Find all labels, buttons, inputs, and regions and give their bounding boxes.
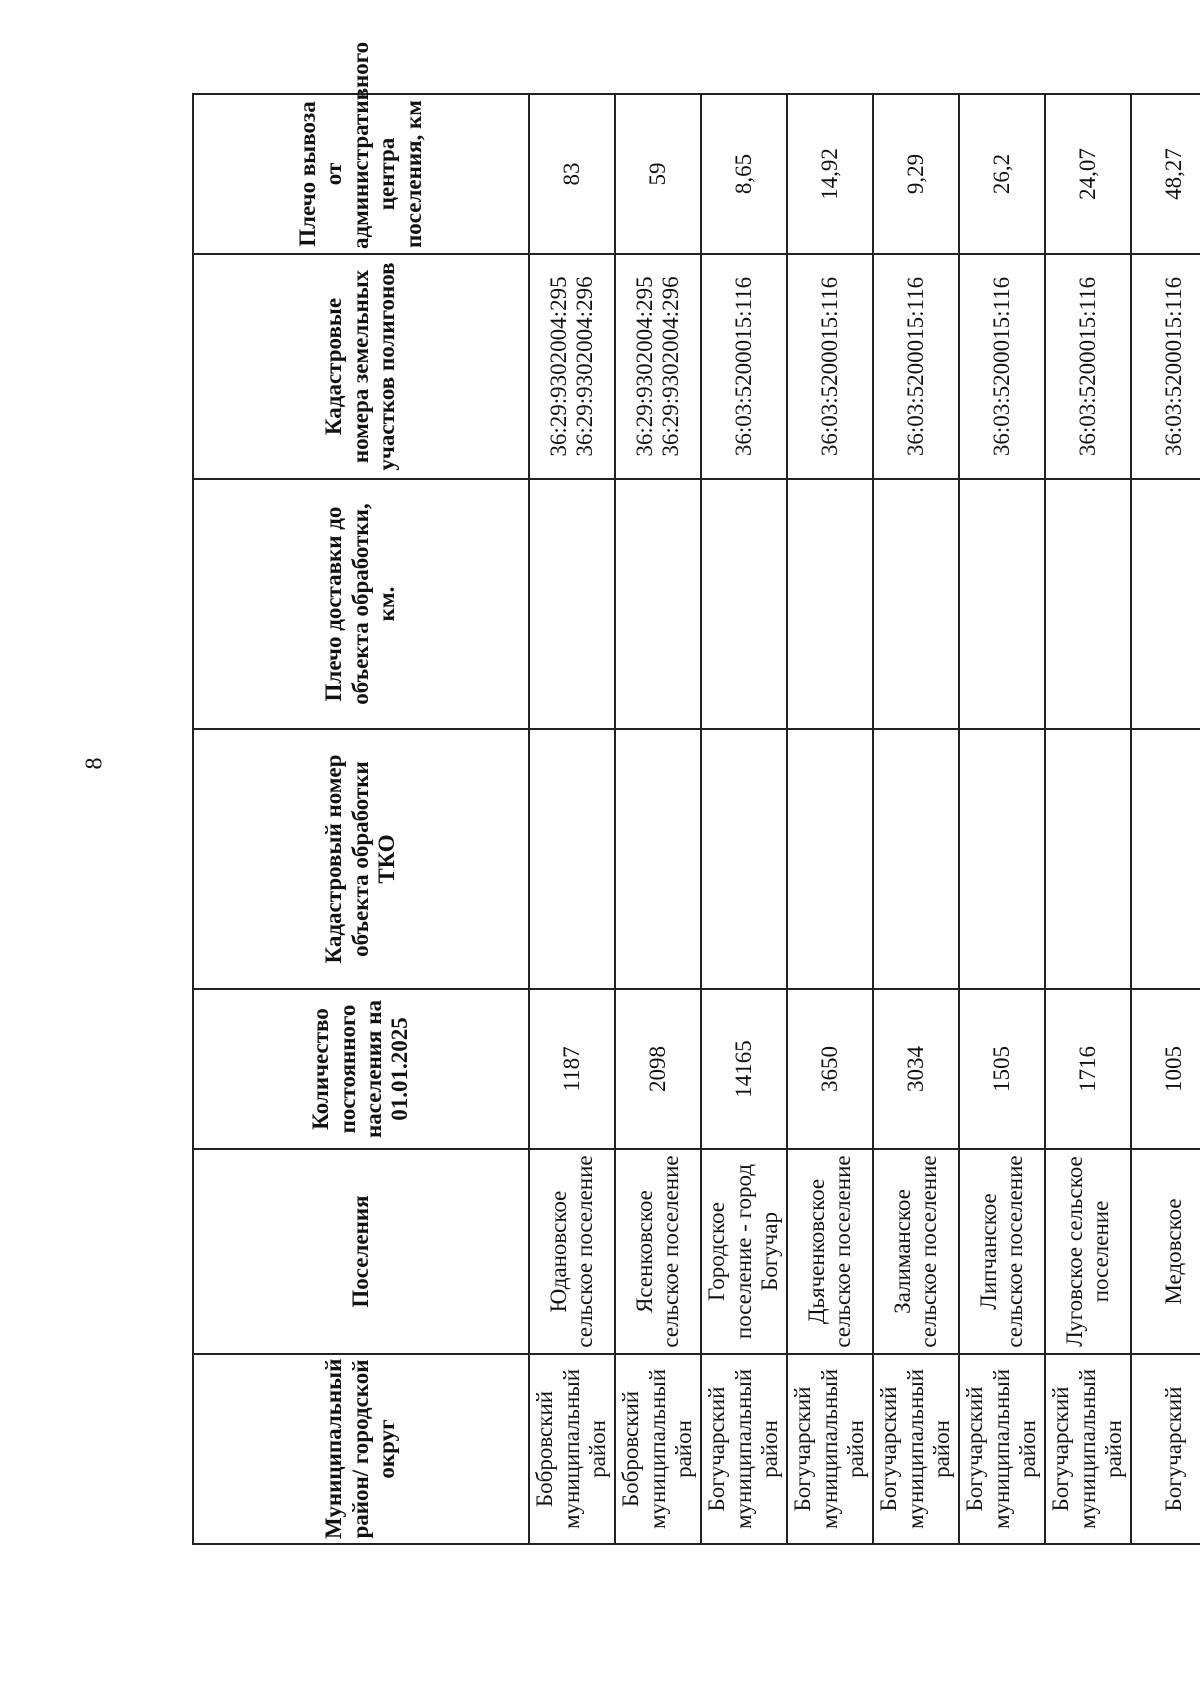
table-row bbox=[701, 94, 787, 1544]
table-row bbox=[787, 94, 873, 1544]
cell-district: Богучарский муниципальный район bbox=[873, 1354, 959, 1544]
header-cad-numbers: Кадастровые номера земельных участков полигонов bbox=[193, 254, 529, 479]
cell-cad-numbers bbox=[529, 254, 615, 479]
waste-haul-table bbox=[192, 41, 1200, 1545]
cell-district: Богучарский bbox=[1131, 1354, 1200, 1544]
cell-processing-cad bbox=[529, 729, 615, 989]
cell-district: Бобровский муниципальный район bbox=[529, 1354, 615, 1544]
table-row bbox=[873, 94, 959, 1544]
cad-number: 36:03:5200015:116 bbox=[730, 276, 756, 457]
cell-haul-km: 9,29 bbox=[873, 94, 959, 254]
cell-population: 1716 bbox=[1045, 989, 1131, 1149]
cell-processing-cad bbox=[1045, 729, 1131, 989]
cad-number: 36:29:9302004:295 bbox=[631, 276, 657, 457]
cell-cad-numbers bbox=[1131, 254, 1200, 479]
cell-delivery-km bbox=[787, 479, 873, 729]
cell-district: Богучарский муниципальный район bbox=[787, 1354, 873, 1544]
cad-number: 36:03:5200015:116 bbox=[902, 276, 928, 457]
cell-settlement: Дьяченковское сельское поселение bbox=[787, 1149, 873, 1354]
cad-number: 36:03:5200015:116 bbox=[1074, 276, 1100, 457]
cell-haul-km: 83 bbox=[529, 94, 615, 254]
cell-population: 3034 bbox=[873, 989, 959, 1149]
header-population: Количество постоянного населения на 01.01.2025 bbox=[193, 989, 529, 1149]
cell-population: 1505 bbox=[959, 989, 1045, 1149]
table-row bbox=[959, 94, 1045, 1544]
cell-cad-numbers bbox=[615, 254, 701, 479]
cad-number: 36:29:9302004:296 bbox=[658, 276, 683, 457]
cell-cad-numbers bbox=[959, 254, 1045, 479]
cell-processing-cad bbox=[873, 729, 959, 989]
cell-processing-cad bbox=[959, 729, 1045, 989]
header-row bbox=[193, 94, 529, 1544]
cell-cad-numbers bbox=[701, 254, 787, 479]
cell-delivery-km bbox=[873, 479, 959, 729]
cell-haul-km: 24,07 bbox=[1045, 94, 1131, 254]
cell-settlement: Ясенковское сельское поселение bbox=[615, 1149, 701, 1354]
cell-haul-km: 59 bbox=[615, 94, 701, 254]
cell-processing-cad bbox=[1131, 729, 1200, 989]
cell-settlement: Юдановское сельское поселение bbox=[529, 1149, 615, 1354]
table-row bbox=[1045, 94, 1131, 1544]
cell-population: 1187 bbox=[529, 989, 615, 1149]
cell-haul-km: 14,92 bbox=[787, 94, 873, 254]
cell-processing-cad bbox=[787, 729, 873, 989]
cell-settlement: Городское поселение - город Богучар bbox=[701, 1149, 787, 1354]
cad-number: 36:03:5200015:116 bbox=[1160, 276, 1186, 457]
cell-cad-numbers bbox=[787, 254, 873, 479]
header-district: Муниципальный район/ городской округ bbox=[193, 1354, 529, 1544]
cell-settlement: Луговское сельское поселение bbox=[1045, 1149, 1131, 1354]
cell-district: Богучарский муниципальный район bbox=[959, 1354, 1045, 1544]
header-haul-km: Плечо вывоза от административного центра поселения, км bbox=[193, 94, 529, 254]
header-settlement: Поселения bbox=[193, 1149, 529, 1354]
cell-cad-numbers bbox=[1045, 254, 1131, 479]
cad-number: 36:29:9302004:295 bbox=[545, 276, 571, 457]
cell-population: 2098 bbox=[615, 989, 701, 1149]
cad-number: 36:29:9302004:296 bbox=[572, 276, 597, 457]
cell-delivery-km bbox=[959, 479, 1045, 729]
cell-processing-cad bbox=[615, 729, 701, 989]
table-row bbox=[615, 94, 701, 1544]
cell-district: Богучарский муниципальный район bbox=[701, 1354, 787, 1544]
page-number: 8 bbox=[81, 757, 108, 770]
cell-settlement: Липчанское сельское поселение bbox=[959, 1149, 1045, 1354]
cell-delivery-km bbox=[1045, 479, 1131, 729]
rotated-table-container bbox=[192, 41, 1186, 1545]
cell-population: 14165 bbox=[701, 989, 787, 1149]
cell-settlement: Залиманское сельское поселение bbox=[873, 1149, 959, 1354]
cell-settlement: Медовское bbox=[1131, 1149, 1200, 1354]
cell-population: 1005 bbox=[1131, 989, 1200, 1149]
cell-cad-numbers bbox=[873, 254, 959, 479]
table-row bbox=[529, 94, 615, 1544]
cell-population: 3650 bbox=[787, 989, 873, 1149]
cell-district: Бобровский муниципальный район bbox=[615, 1354, 701, 1544]
table-row bbox=[1131, 94, 1200, 1544]
cell-processing-cad bbox=[701, 729, 787, 989]
header-delivery-km: Плечо доставки до объекта обработки, км. bbox=[193, 479, 529, 729]
cell-delivery-km bbox=[615, 479, 701, 729]
cell-delivery-km bbox=[529, 479, 615, 729]
cell-haul-km: 26,2 bbox=[959, 94, 1045, 254]
cad-number: 36:03:5200015:116 bbox=[816, 276, 842, 457]
cad-number: 36:03:5200015:116 bbox=[988, 276, 1014, 457]
cell-delivery-km bbox=[701, 479, 787, 729]
cell-haul-km: 48,27 bbox=[1131, 94, 1200, 254]
cell-haul-km: 8,65 bbox=[701, 94, 787, 254]
cell-delivery-km bbox=[1131, 479, 1200, 729]
cell-district: Богучарский муниципальный район bbox=[1045, 1354, 1131, 1544]
header-processing-cad: Кадастровый номер объекта обработки ТКО bbox=[193, 729, 529, 989]
